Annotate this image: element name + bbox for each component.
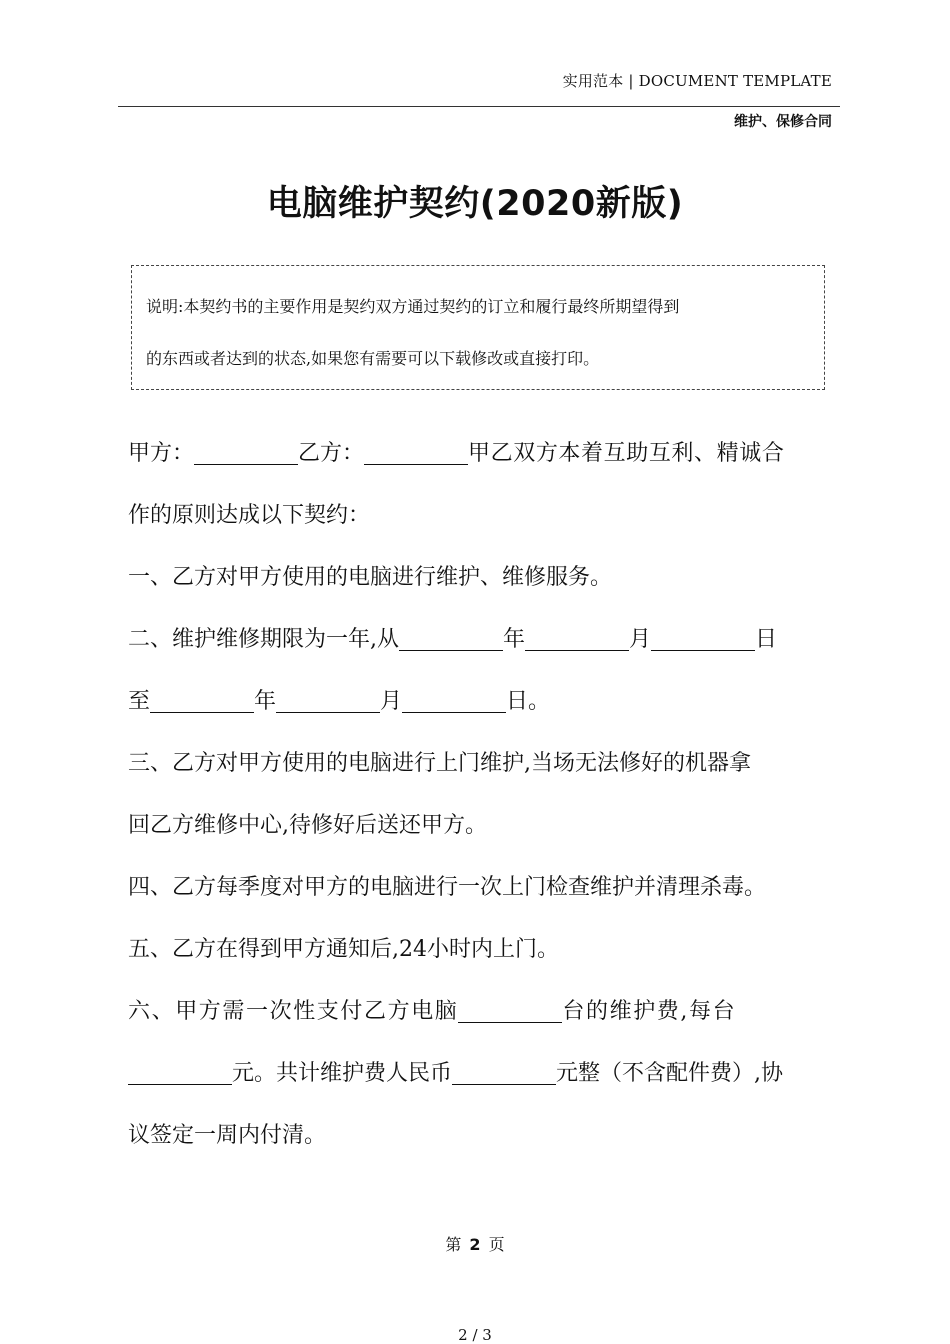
end-month-blank[interactable] [276,712,380,713]
clause-2-cont [128,671,838,733]
end-day-blank[interactable] [402,712,506,713]
clause-6 [128,981,838,1043]
clause-2 [128,609,838,671]
clause-6-cont [128,1043,838,1105]
clause-6-total-text: 元。共计维护费人民币 [232,1061,453,1086]
to-label: 至 [128,689,151,714]
clause-6-end: 议签定一周内付清。 [128,1123,327,1148]
day-label: 日。 [506,689,551,714]
month-label: 月 [629,627,652,652]
page-number: 第 2 页 [445,1235,505,1254]
notice-line-1: 说明:本契约书的主要作用是契约双方通过契约的订立和履行最终所期望得到 [146,297,680,316]
month-label: 月 [380,689,403,714]
header-divider [118,106,840,107]
clause-3: 三、乙方对甲方使用的电脑进行上门维护,当场无法修好的机器拿 [128,751,751,776]
contract-body [128,423,838,1167]
clause-6-text: 六、甲方需一次性支付乙方电脑 [128,999,459,1024]
party-b-blank[interactable] [364,464,468,465]
year-label: 年 [254,689,277,714]
clause-3-cont: 回乙方维修中心,待修好后送还甲方。 [128,813,487,838]
party-a-label: 甲方： [128,441,195,466]
unit-fee-blank[interactable] [128,1084,232,1085]
notice-box [131,265,825,390]
page-fraction: 2 / 3 [458,1326,492,1344]
end-year-blank[interactable] [150,712,254,713]
header-category: 维护、保修合同 [734,114,832,130]
total-fee-blank[interactable] [452,1084,556,1085]
year-label: 年 [503,627,526,652]
preamble-text: 甲乙双方本着互助互利、精诚合 [468,441,785,466]
clause-6-total-text-b: 元整（不含配件费）,协 [556,1061,784,1086]
document-title: 电脑维护契约(2020新版) [266,184,684,224]
clause-1: 一、乙方对甲方使用的电脑进行维护、维修服务。 [128,565,613,590]
clause-6-text-b: 台的维护费,每台 [562,999,737,1024]
computer-count-blank[interactable] [458,1022,562,1023]
clause-4: 四、乙方每季度对甲方的电脑进行一次上门检查维护并清理杀毒。 [128,875,767,900]
header-brand: 实用范本 | DOCUMENT TEMPLATE [562,72,832,90]
clause-2-text: 二、维护维修期限为一年,从 [128,627,399,652]
day-label: 日 [755,627,778,652]
party-b-label: 乙方： [298,441,365,466]
notice-line-2: 的东西或者达到的状态,如果您有需要可以下载修改或直接打印。 [146,349,600,368]
start-day-blank[interactable] [651,650,755,651]
start-year-blank[interactable] [399,650,503,651]
contract-line [128,423,838,485]
contract-line: 作的原则达成以下契约： [128,503,371,528]
clause-5: 五、乙方在得到甲方通知后,24小时内上门。 [128,937,559,962]
party-a-blank[interactable] [194,464,298,465]
start-month-blank[interactable] [525,650,629,651]
